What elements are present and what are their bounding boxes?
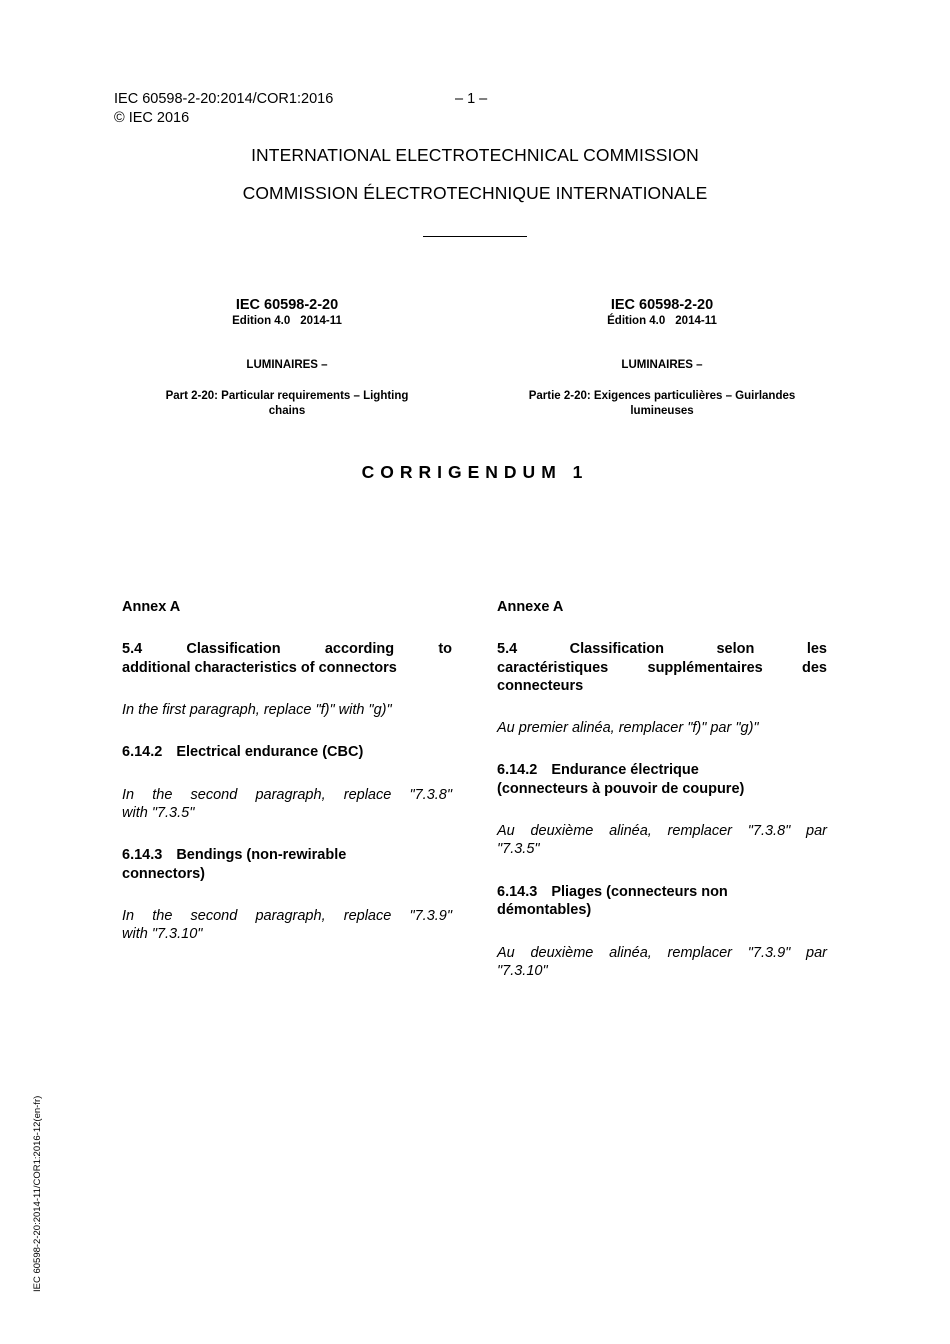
section-6-14-2-number-fr: 6.14.2 xyxy=(497,762,538,778)
section-6-14-2-title-fr: Endurance électrique xyxy=(551,762,699,778)
section-6-14-2-heading-fr-line2: (connecteurs à pouvoir de coupure) xyxy=(497,781,745,797)
section-6-14-3-heading-en-line2: connectors) xyxy=(122,866,205,882)
section-6-14-3-heading-fr-line2: démontables) xyxy=(497,902,592,918)
part-title-fr-line2: lumineuses xyxy=(630,405,694,417)
part-title-en-line1: Part 2-20: Particular requirements – Lighting xyxy=(165,390,409,402)
edition-label-en: Edition 4.0 xyxy=(232,315,291,327)
annex-heading-en: Annex A xyxy=(122,599,181,615)
edition-en xyxy=(122,315,452,327)
section-6-14-2-text-en-line2: with "7.3.5" xyxy=(122,805,195,821)
section-6-14-2-text-fr-line1: Au deuxième alinéa, remplacer "7.3.8" par xyxy=(497,823,827,839)
section-5-4-heading-en-line2: additional characteristics of connectors xyxy=(122,660,397,676)
annex-heading-fr: Annexe A xyxy=(497,599,564,615)
section-5-4-text-fr: Au premier alinéa, remplacer "f)" par "g)" xyxy=(497,720,759,736)
section-5-4-heading-fr-line3: connecteurs xyxy=(497,678,584,694)
part-title-fr-line1: Partie 2-20: Exigences particulières – Guirlandes xyxy=(528,390,796,402)
copyright-notice: © IEC 2016 xyxy=(114,110,190,126)
organization-name-en: INTERNATIONAL ELECTROTECHNICAL COMMISSION xyxy=(251,145,699,165)
section-5-4-heading-fr-line1: 5.4 Classification selon les xyxy=(497,641,827,657)
part-title-en xyxy=(122,389,452,419)
section-6-14-2-heading-en xyxy=(122,743,452,762)
section-6-14-3-title-fr: Pliages (connecteurs non xyxy=(551,884,728,900)
section-6-14-3-text-fr-line1: Au deuxième alinéa, remplacer "7.3.9" par xyxy=(497,945,827,961)
section-6-14-3-text-en-line2: with "7.3.10" xyxy=(122,926,203,942)
edition-fr xyxy=(497,315,827,327)
section-6-14-2-text-fr-line2: "7.3.5" xyxy=(497,841,540,857)
page-number: – 1 – xyxy=(455,91,488,107)
section-6-14-3-number-fr: 6.14.3 xyxy=(497,884,538,900)
section-6-14-2-text-en-line1: In the second paragraph, replace "7.3.8" xyxy=(122,787,452,803)
section-6-14-3-text-fr-line2: "7.3.10" xyxy=(497,963,548,979)
organization-name-fr: COMMISSION ÉLECTROTECHNIQUE INTERNATIONALE xyxy=(242,183,708,203)
section-6-14-2-number-en: 6.14.2 xyxy=(122,744,163,760)
part-title-fr xyxy=(497,389,827,419)
section-6-14-3-heading-en-line1 xyxy=(122,846,452,865)
standard-number-en: IEC 60598-2-20 xyxy=(235,297,339,313)
title-en: LUMINAIRES – xyxy=(246,359,328,371)
section-6-14-3-text-en-line1: In the second paragraph, replace "7.3.9" xyxy=(122,908,452,924)
document-reference: IEC 60598-2-20:2014/COR1:2016 xyxy=(114,91,334,107)
edition-label-fr: Édition 4.0 xyxy=(607,315,666,327)
section-5-4-text-en: In the first paragraph, replace "f)" with "g)" xyxy=(122,702,392,718)
standard-number-fr: IEC 60598-2-20 xyxy=(610,297,714,313)
separator-line xyxy=(423,236,527,237)
corrigendum-title: CORRIGENDUM 1 xyxy=(361,462,589,482)
section-5-4-heading-en-line1: 5.4 Classification according to xyxy=(122,641,452,657)
edition-date-en: 2014-11 xyxy=(300,315,342,327)
section-6-14-2-heading-fr-line1 xyxy=(497,761,827,780)
section-6-14-2-title-en: Electrical endurance (CBC) xyxy=(176,744,364,760)
section-6-14-3-heading-fr-line1 xyxy=(497,883,827,902)
section-5-4-heading-fr-line2: caractéristiques supplémentaires des xyxy=(497,660,827,676)
edition-date-fr: 2014-11 xyxy=(675,315,717,327)
title-fr: LUMINAIRES – xyxy=(621,359,703,371)
side-document-code: IEC 60598-2-20:2014-11/COR1:2016-12(en-fr) xyxy=(32,1095,43,1292)
part-title-en-line2: chains xyxy=(268,405,306,417)
section-6-14-3-number-en: 6.14.3 xyxy=(122,847,163,863)
section-6-14-3-title-en: Bendings (non-rewirable xyxy=(176,847,347,863)
